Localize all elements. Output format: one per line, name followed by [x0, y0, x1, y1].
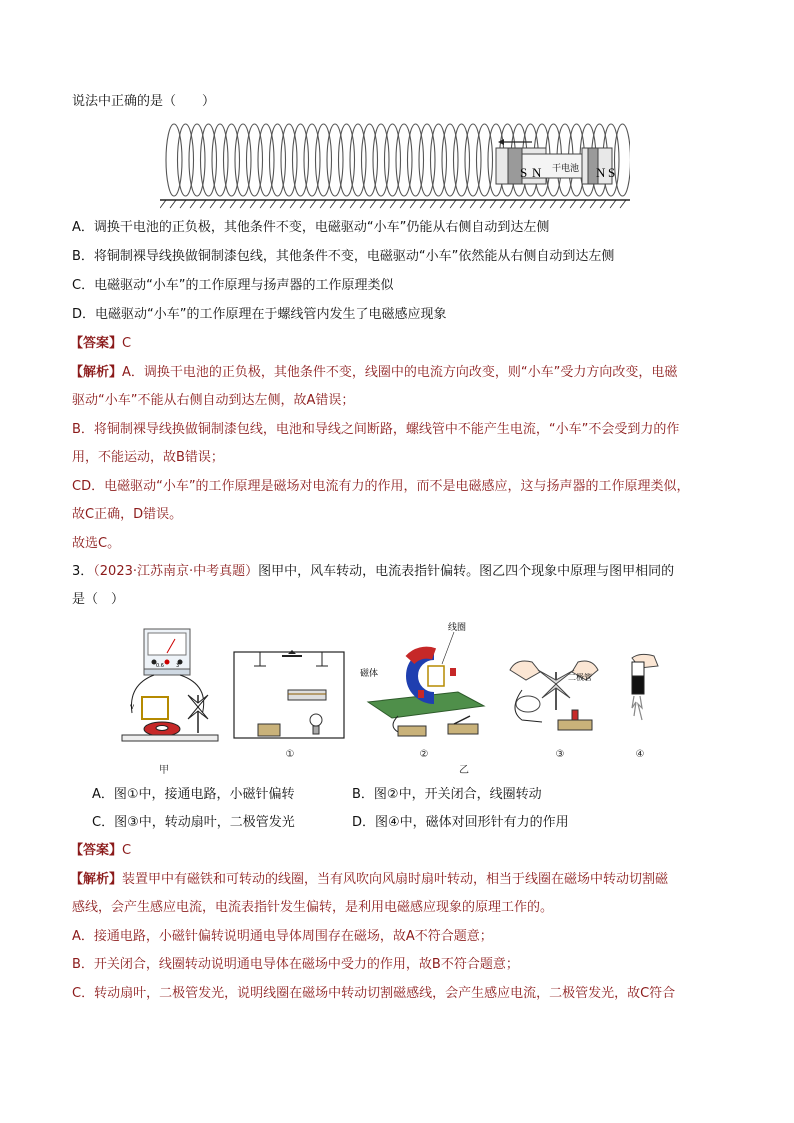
figure-3	[502, 650, 610, 746]
hatch-line	[570, 200, 576, 208]
q2-analysis-line-1	[70, 364, 677, 382]
q3-answer	[70, 842, 131, 860]
figure-2	[358, 620, 486, 746]
hatch-line	[590, 200, 596, 208]
figure-4	[620, 650, 660, 746]
hatch-line	[200, 200, 206, 208]
hatch-line	[210, 200, 216, 208]
q2-analysis-line-3: B．将铜制裸导线换做铜制漆包线，电池和导线之间断路，螺线管中不能产生电流，“小车”不会受到力的作	[72, 422, 680, 437]
hatch-line	[310, 200, 316, 208]
hatch-line	[540, 200, 546, 208]
q2-analysis-line-5: CD．电磁驱动“小车”的工作原理是磁场对电流有力的作用，而不是电磁感应，这与扬声器的工作原理类似，	[72, 479, 690, 494]
answer-value: C	[122, 843, 132, 858]
answer-value: C	[122, 336, 132, 351]
hatch-line	[160, 200, 166, 208]
solenoid-figure	[160, 118, 630, 210]
hatch-line	[340, 200, 346, 208]
hatch-line	[300, 200, 306, 208]
q2-option-c: C．电磁驱动“小车”的工作原理与扬声器的工作原理类似	[72, 278, 394, 293]
q3-option-a: A．图①中，接通电路，小磁针偏转	[92, 787, 295, 802]
answer-tag: 【答案】	[70, 336, 123, 351]
hatch-line	[250, 200, 256, 208]
hatch-line	[510, 200, 516, 208]
figure-jia	[118, 625, 222, 755]
q3-stem-line-1	[72, 563, 674, 581]
label-magnet: 磁体	[360, 669, 379, 679]
caption-jia: 甲	[159, 765, 169, 776]
hatch-line	[240, 200, 246, 208]
hatch-line	[390, 200, 396, 208]
hatch-line	[600, 200, 606, 208]
caption-1: ①	[285, 749, 295, 760]
label-s-right: S	[608, 165, 616, 180]
hatch-line	[450, 200, 456, 208]
hatch-line	[170, 200, 176, 208]
q3-source: （2023·江苏南京·中考真题）	[93, 564, 259, 579]
hatch-line	[470, 200, 476, 208]
analysis-text: 装置甲中有磁铁和可转动的线圈，当有风吹向风扇时扇叶转动，相当于线圈在磁场中转动切割磁	[122, 872, 669, 887]
hatch-line	[430, 200, 436, 208]
caption-2: ②	[419, 749, 429, 760]
hatch-line	[260, 200, 266, 208]
caption-4: ④	[635, 749, 645, 760]
q2-analysis-line-4: 用，不能运动，故B错误；	[72, 450, 224, 465]
hatch-line	[400, 200, 406, 208]
analysis-tag: 【解析】	[70, 872, 123, 887]
hatch-line	[180, 200, 186, 208]
q2-analysis-line-6: 故C正确，D错误。	[72, 507, 183, 522]
q2-stem-tail: 说法中正确的是（ ）	[72, 94, 216, 109]
label-coil: 线圈	[448, 623, 467, 633]
q3-option-c: C．图③中，转动扇叶，二极管发光	[92, 815, 295, 830]
q3-analysis-line-1	[70, 871, 668, 889]
coil-label-v: V	[130, 704, 135, 711]
q2-answer	[70, 335, 131, 353]
hatch-line	[620, 200, 626, 208]
label-diode: 二极管	[568, 673, 592, 682]
q3-analysis-line-2: 感线，会产生感应电流，电流表指针发生偏转，是利用电磁感应现象的原理工作的。	[72, 900, 554, 915]
q3-number: 3．	[72, 564, 94, 579]
hatch-line	[480, 200, 486, 208]
hatch-line	[440, 200, 446, 208]
label-n-right: N	[596, 165, 606, 180]
caption-yi: 乙	[459, 765, 469, 776]
q2-conclusion: 故选C。	[72, 536, 121, 551]
q3-option-d: D．图④中，磁体对回形针有力的作用	[352, 815, 569, 830]
caption-3: ③	[555, 749, 565, 760]
analysis-text: A．调换干电池的正负极，其他条件不变，线圈中的电流方向改变，则“小车”受力方向改变，电磁	[122, 365, 678, 380]
hatch-line	[490, 200, 496, 208]
q3-analysis-line-5: C．转动扇叶，二极管发光，说明线圈在磁场中转动切割磁感线，会产生感应电流，二极管发光，故C符合	[72, 986, 676, 1001]
meter-label-a: 0.6	[156, 663, 164, 669]
hatch-line	[290, 200, 296, 208]
hatch-line	[360, 200, 366, 208]
label-battery: 干电池	[552, 164, 580, 174]
coil-turn	[615, 124, 631, 196]
q3-stem: 图甲中，风车转动，电流表指针偏转。图乙四个现象中原理与图甲相同的	[258, 564, 675, 579]
hatch-line	[270, 200, 276, 208]
q2-option-a: A．调换干电池的正负极，其他条件不变，电磁驱动“小车”仍能从右侧自动到达左侧	[72, 220, 550, 235]
figure-1	[230, 646, 348, 746]
q3-analysis-line-4: B．开关闭合，线圈转动说明通电导体在磁场中受力的作用，故B不符合题意；	[72, 957, 519, 972]
hatch-line	[610, 200, 616, 208]
q3-stem-line-2: 是（ ）	[72, 592, 125, 607]
hatch-line	[420, 200, 426, 208]
hatch-line	[380, 200, 386, 208]
label-n-left: N	[532, 165, 542, 180]
hatch-line	[580, 200, 586, 208]
analysis-tag: 【解析】	[70, 365, 123, 380]
hatch-line	[330, 200, 336, 208]
q2-option-d: D．电磁驱动“小车”的工作原理在于螺线管内发生了电磁感应现象	[72, 307, 447, 322]
answer-tag: 【答案】	[70, 843, 123, 858]
hatch-line	[190, 200, 196, 208]
q2-option-b: B．将铜制裸导线换做铜制漆包线，其他条件不变，电磁驱动“小车”依然能从右侧自动到达左侧	[72, 249, 615, 264]
hatch-line	[230, 200, 236, 208]
hatch-line	[320, 200, 326, 208]
q2-analysis-line-2: 驱动“小车”不能从右侧自动到达左侧，故A错误；	[72, 393, 355, 408]
label-s-left: S	[520, 165, 528, 180]
hatch-line	[280, 200, 286, 208]
q3-option-b: B．图②中，开关闭合，线圈转动	[352, 787, 542, 802]
hatch-line	[560, 200, 566, 208]
hatch-line	[460, 200, 466, 208]
hatch-line	[500, 200, 506, 208]
hatch-line	[530, 200, 536, 208]
hatch-line	[550, 200, 556, 208]
hatch-line	[220, 200, 226, 208]
meter-label-b: 3	[176, 663, 180, 669]
hatch-line	[370, 200, 376, 208]
hatch-line	[350, 200, 356, 208]
hatch-line	[410, 200, 416, 208]
hatch-line	[520, 200, 526, 208]
ground-hatching	[160, 200, 626, 208]
q3-analysis-line-3: A．接通电路，小磁针偏转说明通电导体周围存在磁场，故A不符合题意；	[72, 929, 493, 944]
